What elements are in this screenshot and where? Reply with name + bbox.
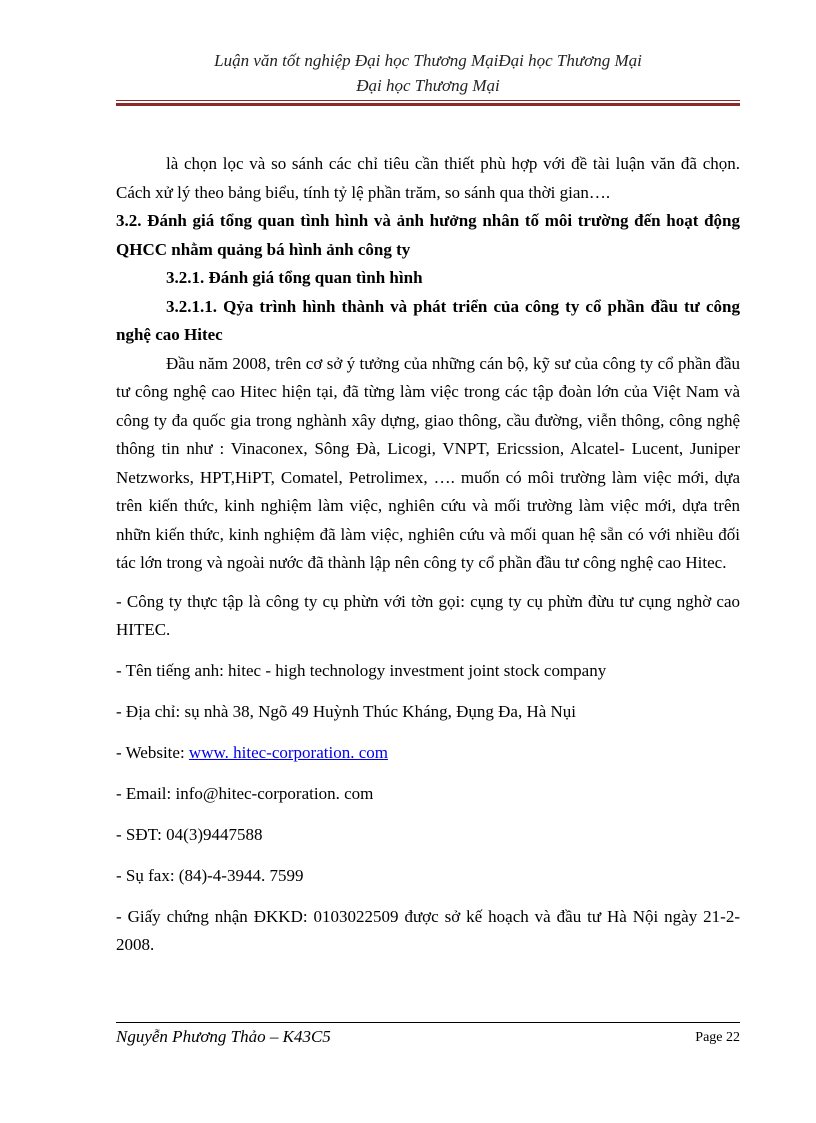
intro-paragraph: là chọn lọc và so sánh các chỉ tiêu cần thiết phù hợp với đề tài luận văn đã chọn. Cách xử lý theo bảng biểu, tính tỷ lệ phần trăm, so sánh qua thời gian…. — [116, 154, 740, 202]
phone: - SĐT: 04(3)9447588 — [116, 824, 263, 844]
header-title-line2: Đại học Thương Mại — [356, 76, 500, 95]
heading-3-2-1: 3.2.1. Đánh giá tổng quan tình hình — [166, 268, 423, 287]
website-label: - Website: — [116, 742, 189, 762]
document-body — [116, 150, 740, 959]
footer-author: Nguyễn Phương Thảo – K43C5 — [116, 1027, 331, 1046]
footer-rule — [116, 1022, 740, 1023]
website-line — [116, 739, 740, 767]
english-name: - Tên tiếng anh: hitec - high technology investment joint stock company — [116, 660, 607, 680]
history-paragraph: Đầu năm 2008, trên cơ sở ý tưởng của những cán bộ, kỹ sư của công ty cổ phần đầu tư công nghệ cao Hitec hiện tại, đã từng làm việc trong các tập đoàn lớn của Việt Nam và công ty đa quốc gia trong nghành xây dựng, giao thông, cầu đường, viễn thông, công nghệ thông tin như : Vinaconex, Sông Đà, Licogi, VNPT, Ericssion, Alcatel- Lucent, Juniper Netzworks, HPT,HiPT, Comatel, Petrolimex, …. muốn có môi trường làm việc mới, dựa trên kiến thức, kinh nghiệm làm việc, nghiên cứu và mối trường làm việc mới, dựa trên nhữn kiến thức, kinh nghiệm đã làm việc, nghiên cứu và mối quan hệ sẵn có với nhiều đối tác lớn trong và ngoài nước đã thành lập nên công ty cổ phần đầu tư công nghệ cao Hitec. — [116, 353, 740, 572]
heading-3-2: 3.2. Đánh giá tổng quan tình hình và ảnh hưởng nhân tố môi trường đến hoạt động QHCC nhằm quảng bá hình ảnh công ty — [116, 211, 740, 259]
page-number: Page 22 — [695, 1030, 740, 1045]
address: - Địa chỉ: sụ nhà 38, Ngõ 49 Huỳnh Thúc Kháng, Đụng Đa, Hà Nụi — [116, 701, 577, 721]
email: - Email: info@hitec-corporation. com — [116, 783, 374, 803]
company-info: - Công ty thực tập là công ty cụ phừn với tờn gọi: cụng ty cụ phừn đừu tư cụng nghờ cao HITEC. — [116, 591, 740, 639]
fax: - Sụ fax: (84)-4-3944. 7599 — [116, 865, 304, 885]
heading-3-2-1-1: 3.2.1.1. Qỷa trình hình thành và phát triển của công ty cổ phần đầu tư công nghệ cao Hitec — [116, 296, 740, 344]
website-link[interactable]: www. hitec-corporation. com — [188, 742, 388, 762]
header-rule — [116, 100, 740, 106]
page-header — [116, 48, 740, 98]
header-title-line1: Luận văn tốt nghiệp Đại học Thương MạiĐại học Thương Mại — [214, 51, 642, 70]
business-license: - Giấy chứng nhận ĐKKD: 0103022509 được sở kế hoạch và đầu tư Hà Nội ngày 21-2-2008. — [116, 906, 740, 954]
